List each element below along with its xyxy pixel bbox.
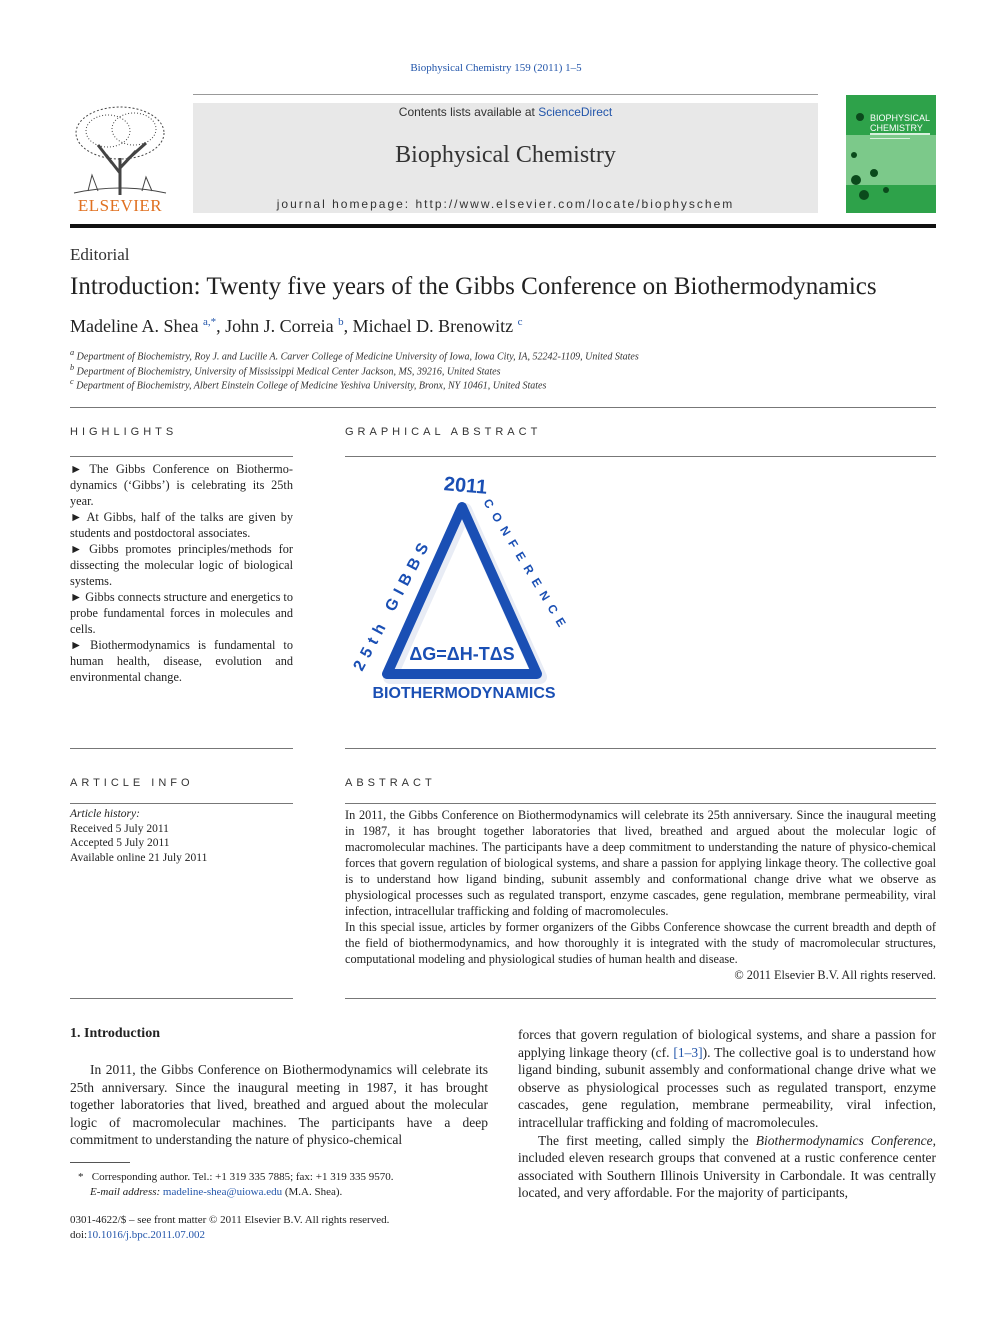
graphical-abstract-label: GRAPHICAL ABSTRACT	[345, 426, 542, 438]
author-separator: ,	[216, 316, 226, 336]
affiliation-text: Department of Biochemistry, Roy J. and Lucille A. Carver College of Medicine University of Iowa, Iowa City, IA, 52242-1109, United States	[76, 351, 639, 363]
abstract-paragraph: In 2011, the Gibbs Conference on Biothermodynamics will celebrate its 25th anniversary. Since the inaugural meeting in 1987, it has brought together laboratories that lived, breathed and argued about the molecular logic of macromolecular machines. The participants have a deep commitment to understanding the nature of physico-chemical forces that govern regulation of biological systems, and share a passion for applying linkage theory. The collective goal is to understand how ligand binding, subunit assembly and conformational change drive what we observe as physiological processes such as regulated transport, enzyme cascades, gene regulation, membrane permeability, viral infection, intracellular trafficking and folding of macromolecules.	[345, 808, 936, 918]
logo-left-textpath: 25th GIBBS	[350, 535, 436, 674]
elsevier-wordmark: ELSEVIER	[77, 196, 163, 215]
author-name: Michael D. Brenowitz	[352, 316, 514, 336]
logo-bottom-text: BIOTHERMODYNAMICS	[372, 685, 556, 702]
header-top-rule	[193, 94, 818, 95]
received-date: Received 5 July 2011	[70, 822, 169, 835]
affiliation-mark: a	[70, 348, 75, 357]
article-info-label: ARTICLE INFO	[70, 777, 194, 789]
article-type: Editorial	[70, 245, 130, 264]
affiliation-text: Department of Biochemistry, University of Mississippi Medical Center Jackson, MS, 39216, United States	[76, 366, 501, 378]
sciencedirect-link[interactable]: ScienceDirect	[538, 105, 613, 119]
doi-label: doi:	[70, 1229, 88, 1241]
author-list	[70, 316, 522, 337]
email-link[interactable]: madeline-shea@uiowa.edu	[162, 1186, 283, 1198]
highlight-item: ► Gibbs connects structure and energetics to probe fundamental forces in molecules and cells.	[70, 590, 293, 636]
affiliation	[70, 348, 639, 362]
article-info-bottom-rule	[70, 998, 293, 999]
homepage-url[interactable]: http://www.elsevier.com/locate/biophyschem	[415, 197, 735, 211]
author-affiliation-mark[interactable]: a,*	[202, 316, 217, 328]
section-heading: 1. Introduction	[70, 1026, 160, 1041]
abstract-rule	[345, 803, 936, 804]
article-history	[70, 807, 207, 865]
logo-equation: ΔG=ΔH-TΔS	[409, 644, 515, 664]
body-right-column	[518, 1026, 936, 1202]
body-paragraph	[518, 1026, 936, 1132]
highlight-item: ► At Gibbs, half of the talks are given by students and postdoctoral associates.	[70, 510, 293, 540]
graphical-abstract-bottom-rule	[345, 748, 936, 749]
online-date: Available online 21 July 2011	[70, 851, 208, 864]
homepage-label: journal homepage:	[276, 197, 416, 211]
journal-cover-thumbnail[interactable]	[846, 95, 936, 213]
abstract-body	[345, 807, 936, 983]
gibbs-conference-logo	[340, 462, 590, 712]
journal-title: Biophysical Chemistry	[395, 142, 616, 168]
abstract-copyright: © 2011 Elsevier B.V. All rights reserved.	[734, 968, 936, 982]
author-name: Madeline A. Shea	[70, 316, 199, 336]
corresponding-author-footnote	[70, 1170, 393, 1200]
body-text-italic: Biothermodynamics Conference	[755, 1132, 933, 1148]
abstract-label: ABSTRACT	[345, 777, 436, 789]
author-affiliation-mark[interactable]: b	[338, 316, 344, 328]
footnote-rule	[70, 1162, 130, 1163]
graphical-abstract-rule	[345, 456, 936, 457]
body-text: , included eleven research groups that convened at a rustic conference center associated with Southern Illinois University in Carbondale. It was centrally located, and very affordable. For the majority of participants,	[518, 1132, 936, 1201]
body-left-column	[70, 1061, 488, 1149]
body-text: forces that govern regulation of biological systems, and share a passion for applying linkage theory (cf.	[518, 1027, 936, 1060]
email-tail: (M.A. Shea).	[284, 1186, 343, 1198]
affiliation-text: Department of Biochemistry, Albert Einstein College of Medicine Yeshiva University, Bronx, NY 10461, United States	[76, 380, 547, 392]
journal-reference[interactable]: Biophysical Chemistry 159 (2011) 1–5	[410, 62, 582, 74]
body-paragraph	[518, 1132, 936, 1202]
accepted-date: Accepted 5 July 2011	[70, 837, 170, 849]
section-divider	[70, 407, 936, 408]
issn-line: 0301-4622/$ – see front matter © 2011 Elsevier B.V. All rights reserved.	[70, 1214, 390, 1226]
highlights-label: HIGHLIGHTS	[70, 426, 178, 438]
contents-line	[193, 105, 818, 119]
email-label: E-mail address:	[90, 1186, 161, 1198]
affiliation-mark: c	[70, 377, 74, 386]
body-text: ). The collective goal is to understand how ligand binding, subunit assembly and conformational change drive what we observe as physiological processes such as regulated transport, enzyme cascades, gene regulation, membrane permeability, viral infection, intracellular trafficking and folding of macromolecules.	[518, 1044, 936, 1130]
cover-title-line2: CHEMISTRY	[870, 123, 923, 133]
doi-link[interactable]: 10.1016/j.bpc.2011.07.002	[87, 1229, 205, 1241]
highlight-item: ► The Gibbs Conference on Biothermodynamics (‘Gibbs’) is celebrating its 25th year.	[70, 462, 293, 508]
affiliation-mark: b	[70, 363, 75, 372]
journal-homepage	[193, 197, 818, 211]
cover-title	[870, 113, 930, 133]
highlights-rule	[70, 456, 293, 457]
author-affiliation-mark[interactable]: c	[517, 316, 523, 328]
header-thick-rule	[70, 224, 936, 228]
body-paragraph: In 2011, the Gibbs Conference on Biothermodynamics will celebrate its 25th anniversary. Since the inaugural meeting in 1987, it has brought together laboratories that lived, breathed and argued about the molecular logic of macromolecular machines. The participants have a deep commitment to understanding the nature of physico-chemical	[70, 1062, 488, 1148]
author-separator: ,	[343, 316, 353, 336]
citation-link[interactable]: [1–3]	[673, 1044, 703, 1060]
body-text: The first meeting, called simply the	[538, 1132, 756, 1148]
logo-year: 2011	[442, 473, 489, 499]
article-title: Introduction: Twenty five years of the Gibbs Conference on Biothermodynamics	[70, 273, 877, 300]
contents-prefix: Contents lists available at	[398, 105, 539, 119]
affiliation	[70, 377, 546, 391]
highlight-item: ► Gibbs promotes principles/methods for dissecting the molecular logic of biological systems.	[70, 542, 293, 588]
article-history-label: Article history:	[70, 808, 140, 820]
affiliation	[70, 363, 501, 377]
author-name: John J. Correia	[225, 316, 334, 336]
logo-right-textpath: CONFERENCE	[480, 496, 573, 636]
article-info-rule	[70, 803, 293, 804]
highlights-list	[70, 461, 293, 685]
footnote-mark: *	[78, 1171, 84, 1183]
cover-title-line1: BIOPHYSICAL	[870, 113, 931, 123]
issn-block	[70, 1213, 389, 1243]
abstract-bottom-rule	[345, 998, 936, 999]
abstract-paragraph: In this special issue, articles by former organizers of the Gibbs Conference showcase the current breadth and depth of the field of biothermodynamics, and how thoroughly it is integrated with the study of macromolecular structures, computational modeling and physiological studies of human health and disease.	[345, 920, 936, 966]
footnote-text: Corresponding author. Tel.: +1 319 335 7885; fax: +1 319 335 9570.	[91, 1171, 394, 1183]
highlights-bottom-rule	[70, 748, 293, 749]
highlight-item: ► Biothermodynamics is fundamental to human health, disease, evolution and environmental change.	[70, 638, 293, 684]
